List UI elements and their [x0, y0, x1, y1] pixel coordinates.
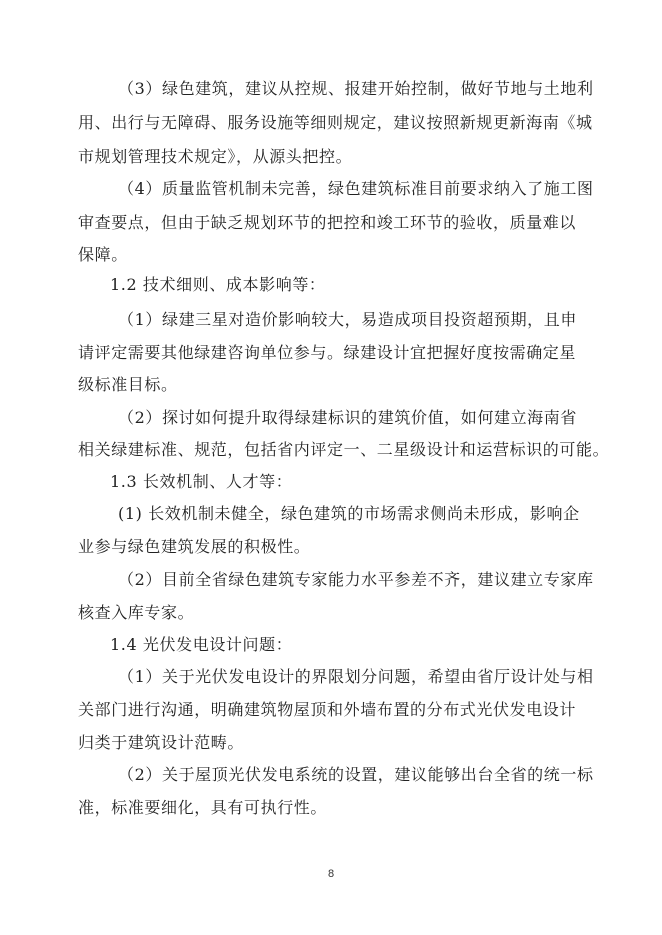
- paragraph-line: 关部门进行沟通，明确建筑物屋顶和外墙布置的分布式光伏发电设计: [78, 700, 577, 719]
- paragraph-line: 用、出行与无障碍、服务设施等细则规定，建议按照新规更新海南《城: [78, 113, 593, 132]
- paragraph-line: （3）绿色建筑，建议从控规、报建开始控制，做好节地与土地利: [118, 79, 594, 98]
- page-number: 8: [327, 868, 335, 880]
- section-heading: 1.3 长效机制、人才等：: [110, 472, 293, 491]
- paragraph-line: 准，标准要细化，具有可执行性。: [78, 798, 328, 817]
- section-heading: 1.2 技术细则、成本影响等：: [110, 275, 326, 294]
- paragraph-line: （2）关于屋顶光伏发电系统的设置，建议能够出台全省的统一标: [118, 765, 594, 784]
- paragraph-line: （4）质量监管机制未完善，绿色建筑标准目前要求纳入了施工图: [118, 179, 594, 198]
- paragraph-line: （2）探讨如何提升取得绿建标识的建筑价值，如何建立海南省: [118, 408, 577, 427]
- paragraph-line: 级标准目标。: [78, 375, 178, 394]
- paragraph-line: （1）绿建三星对造价影响较大，易造成项目投资超预期，且申: [118, 310, 577, 329]
- paragraph-line: （1）关于光伏发电设计的界限划分问题，希望由省厅设计处与相: [118, 667, 594, 686]
- paragraph-line: 业参与绿色建筑发展的积极性。: [78, 537, 311, 556]
- paragraph-line: 请评定需要其他绿建咨询单位参与。绿建设计宜把握好度按需确定星: [78, 343, 577, 362]
- paragraph-line: 核查入库专家。: [78, 603, 195, 622]
- paragraph-line: 归类于建筑设计范畴。: [78, 733, 245, 752]
- paragraph-line: 保障。: [78, 245, 128, 264]
- paragraph-line: 审查要点，但由于缺乏规划环节的把控和竣工环节的验收，质量难以: [78, 213, 577, 232]
- paragraph-line: (1) 长效机制未健全，绿色建筑的市场需求侧尚未形成，影响企: [118, 504, 580, 523]
- paragraph-line: 相关绿建标准、规范，包括省内评定一、二星级设计和运营标识的可能。: [78, 440, 610, 459]
- paragraph-line: （2）目前全省绿色建筑专家能力水平参差不齐，建议建立专家库: [118, 570, 594, 589]
- paragraph-line: 市规划管理技术规定》，从源头把控。: [78, 147, 353, 166]
- section-heading: 1.4 光伏发电设计问题：: [110, 635, 293, 654]
